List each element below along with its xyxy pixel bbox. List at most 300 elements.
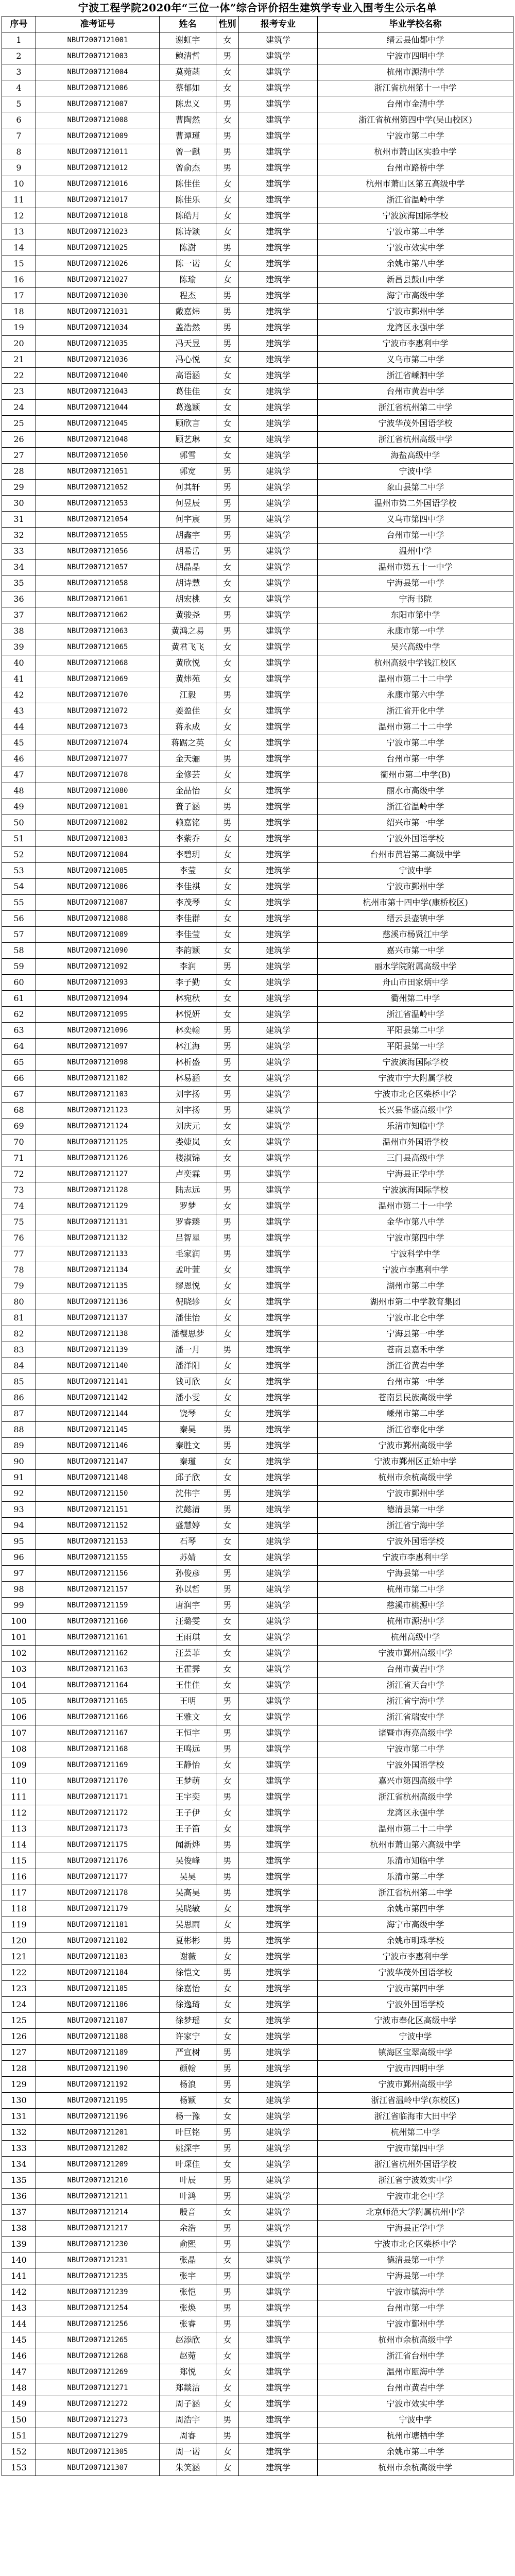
cell-name: 冯心悦 [160,352,216,368]
cell-exam-id: NBUT2007121217 [36,2221,160,2236]
cell-major: 建筑学 [239,2045,318,2061]
cell-seq: 37 [2,607,36,623]
cell-school: 义乌市第四中学 [318,512,513,528]
table-row [2,1853,513,1869]
table-row [2,959,513,975]
cell-name: 李茂琴 [160,895,216,911]
cell-seq: 63 [2,1023,36,1039]
cell-gender: 男 [216,304,239,320]
cell-seq: 144 [2,2316,36,2332]
table-row [2,1725,513,1741]
cell-school: 余姚市第二中学 [318,2444,513,2460]
cell-seq: 88 [2,1422,36,1438]
table-row [2,176,513,192]
cell-name: 叶辰 [160,2173,216,2189]
table-row [2,1534,513,1550]
cell-seq: 136 [2,2189,36,2205]
cell-name: 江毅 [160,687,216,703]
cell-major: 建筑学 [239,1646,318,1662]
cell-major: 建筑学 [239,1789,318,1805]
cell-seq: 67 [2,1087,36,1103]
cell-seq: 147 [2,2364,36,2380]
cell-school: 浙江省杭州第二中学 [318,1885,513,1901]
cell-gender: 男 [216,2189,239,2205]
cell-major: 建筑学 [239,2460,318,2476]
cell-name: 卢奕霖 [160,1166,216,1182]
cell-exam-id: NBUT2007121082 [36,815,160,831]
cell-major: 建筑学 [239,2444,318,2460]
cell-gender: 女 [216,991,239,1007]
cell-gender: 男 [216,1166,239,1182]
table-row [2,2173,513,2189]
table-row [2,2061,513,2077]
cell-major: 建筑学 [239,1039,318,1055]
cell-exam-id: NBUT2007121090 [36,943,160,959]
table-row [2,544,513,560]
cell-exam-id: NBUT2007121034 [36,320,160,336]
cell-major: 建筑学 [239,1630,318,1646]
cell-seq: 148 [2,2380,36,2396]
cell-gender: 女 [216,655,239,671]
cell-school: 杭州市塘栖中学 [318,2428,513,2444]
cell-name: 沈懿清 [160,1502,216,1518]
cell-gender: 女 [216,767,239,783]
cell-major: 建筑学 [239,2029,318,2045]
cell-exam-id: NBUT2007121192 [36,2077,160,2093]
cell-major: 建筑学 [239,959,318,975]
cell-exam-id: NBUT2007121095 [36,1007,160,1023]
cell-major: 建筑学 [239,240,318,256]
cell-gender: 女 [216,719,239,735]
cell-gender: 女 [216,1901,239,1917]
cell-major: 建筑学 [239,1262,318,1278]
cell-gender: 男 [216,144,239,160]
cell-gender: 女 [216,2460,239,2476]
cell-seq: 54 [2,879,36,895]
cell-exam-id: NBUT2007121187 [36,2013,160,2029]
cell-major: 建筑学 [239,2061,318,2077]
table-row [2,2029,513,2045]
cell-name: 殷音 [160,2205,216,2221]
cell-school: 浙江省杭州外国语学校 [318,2157,513,2173]
table-row [2,48,513,64]
cell-seq: 31 [2,512,36,528]
cell-school: 宁波市四明中学 [318,2061,513,2077]
cell-name: 张焕 [160,2300,216,2316]
cell-school: 宁波市效实中学 [318,2396,513,2412]
cell-exam-id: NBUT2007121083 [36,831,160,847]
cell-seq: 36 [2,591,36,607]
cell-exam-id: NBUT2007121057 [36,560,160,575]
cell-school: 杭州市源清中学 [318,1614,513,1630]
table-row [2,911,513,927]
table-row [2,192,513,208]
cell-major: 建筑学 [239,1103,318,1118]
table-row [2,2460,513,2476]
table-row [2,1230,513,1246]
cell-name: 楼淑锦 [160,1150,216,1166]
cell-school: 慈溪市杨贤江中学 [318,927,513,943]
table-row [2,879,513,895]
cell-seq: 138 [2,2221,36,2236]
cell-major: 建筑学 [239,927,318,943]
table-row [2,1981,513,1997]
cell-exam-id: NBUT2007121126 [36,1150,160,1166]
cell-seq: 38 [2,623,36,639]
cell-exam-id: NBUT2007121092 [36,959,160,975]
cell-exam-id: NBUT2007121166 [36,1709,160,1725]
cell-name: 夏彬彬 [160,1933,216,1949]
cell-major: 建筑学 [239,1023,318,1039]
cell-school: 嘉兴市第一中学 [318,943,513,959]
table-row [2,1438,513,1454]
cell-exam-id: NBUT2007121159 [36,1598,160,1614]
cell-gender: 男 [216,1342,239,1358]
cell-seq: 64 [2,1039,36,1055]
cell-seq: 75 [2,1214,36,1230]
table-row [2,2045,513,2061]
table-row [2,1310,513,1326]
cell-major: 建筑学 [239,2396,318,2412]
cell-gender: 男 [216,1023,239,1039]
cell-seq: 86 [2,1390,36,1406]
cell-school: 衢州第二中学 [318,991,513,1007]
cell-school: 宁波市北仑中学 [318,1310,513,1326]
cell-exam-id: NBUT2007121138 [36,1326,160,1342]
cell-exam-id: NBUT2007121051 [36,464,160,480]
cell-name: 唐润宇 [160,1598,216,1614]
cell-seq: 128 [2,2061,36,2077]
cell-exam-id: NBUT2007121153 [36,1534,160,1550]
cell-seq: 33 [2,544,36,560]
roster-table [2,16,513,2476]
cell-school: 宁波市李惠利中学 [318,1262,513,1278]
cell-major: 建筑学 [239,1885,318,1901]
table-row [2,416,513,432]
cell-exam-id: NBUT2007121156 [36,1566,160,1582]
table-row [2,2236,513,2252]
cell-major: 建筑学 [239,655,318,671]
table-row [2,1278,513,1294]
cell-major: 建筑学 [239,1358,318,1374]
cell-name: 叶琛佳 [160,2157,216,2173]
cell-seq: 95 [2,1534,36,1550]
cell-school: 丽水学院附属高级中学 [318,959,513,975]
table-body [2,32,513,2476]
table-row [2,687,513,703]
cell-major: 建筑学 [239,2332,318,2348]
cell-name: 林宛秋 [160,991,216,1007]
cell-major: 建筑学 [239,591,318,607]
cell-name: 倪晓轸 [160,1294,216,1310]
cell-seq: 110 [2,1773,36,1789]
cell-gender: 男 [216,2284,239,2300]
cell-exam-id: NBUT2007121093 [36,975,160,991]
cell-exam-id: NBUT2007121132 [36,1230,160,1246]
cell-name: 谢虹宇 [160,32,216,48]
cell-school: 杭州市萧山第六高级中学 [318,1837,513,1853]
cell-name: 秦胜文 [160,1438,216,1454]
cell-seq: 124 [2,1997,36,2013]
cell-name: 毛家润 [160,1246,216,1262]
cell-major: 建筑学 [239,1677,318,1693]
cell-name: 黄骏尧 [160,607,216,623]
cell-name: 王静怡 [160,1757,216,1773]
cell-name: 蕢子涵 [160,799,216,815]
cell-exam-id: NBUT2007121027 [36,272,160,288]
cell-school: 宁海县正学中学 [318,1166,513,1182]
cell-major: 建筑学 [239,1693,318,1709]
cell-exam-id: NBUT2007121178 [36,1885,160,1901]
cell-name: 林奕翰 [160,1023,216,1039]
table-row [2,1965,513,1981]
cell-exam-id: NBUT2007121167 [36,1725,160,1741]
table-row [2,1630,513,1646]
cell-seq: 104 [2,1677,36,1693]
cell-major: 建筑学 [239,1055,318,1071]
cell-name: 王梦萌 [160,1773,216,1789]
cell-gender: 女 [216,224,239,240]
cell-school: 宁波市李惠利中学 [318,1550,513,1566]
cell-major: 建筑学 [239,128,318,144]
cell-major: 建筑学 [239,544,318,560]
cell-exam-id: NBUT2007121030 [36,288,160,304]
cell-gender: 女 [216,1677,239,1693]
cell-exam-id: NBUT2007121131 [36,1214,160,1230]
cell-gender: 女 [216,783,239,799]
table-row [2,927,513,943]
cell-major: 建筑学 [239,400,318,416]
cell-exam-id: NBUT2007121011 [36,144,160,160]
cell-seq: 39 [2,639,36,655]
table-row [2,1214,513,1230]
cell-name: 葛逸颖 [160,400,216,416]
cell-gender: 女 [216,591,239,607]
table-row [2,2284,513,2300]
cell-name: 叶巨铭 [160,2125,216,2141]
table-header-row [2,16,513,32]
cell-gender: 男 [216,2236,239,2252]
cell-seq: 78 [2,1262,36,1278]
cell-major: 建筑学 [239,2428,318,2444]
cell-gender: 女 [216,1118,239,1134]
cell-seq: 34 [2,560,36,575]
cell-name: 张宇 [160,2268,216,2284]
table-row [2,1374,513,1390]
cell-name: 林江海 [160,1039,216,1055]
cell-seq: 22 [2,368,36,384]
cell-school: 台州市黄岩中学 [318,384,513,400]
cell-name: 王恒宇 [160,1725,216,1741]
cell-name: 周一诺 [160,2444,216,2460]
cell-gender: 男 [216,1055,239,1071]
cell-major: 建筑学 [239,1454,318,1470]
cell-name: 潘洋阳 [160,1358,216,1374]
cell-major: 建筑学 [239,1118,318,1134]
cell-seq: 103 [2,1662,36,1677]
cell-seq: 82 [2,1326,36,1342]
cell-exam-id: NBUT2007121053 [36,496,160,512]
table-row [2,991,513,1007]
table-row [2,1087,513,1103]
cell-seq: 57 [2,927,36,943]
cell-name: 顾欣言 [160,416,216,432]
cell-exam-id: NBUT2007121137 [36,1310,160,1326]
cell-name: 赵菀 [160,2348,216,2364]
table-row [2,2316,513,2332]
cell-seq: 152 [2,2444,36,2460]
cell-gender: 女 [216,1757,239,1773]
cell-name: 林析盛 [160,1055,216,1071]
cell-name: 李子勤 [160,975,216,991]
cell-exam-id: NBUT2007121271 [36,2380,160,2396]
table-row [2,1406,513,1422]
cell-school: 宁波市奉化区高级中学 [318,2013,513,2029]
cell-gender: 男 [216,48,239,64]
cell-gender: 女 [216,192,239,208]
cell-school: 乐清市知临中学 [318,1853,513,1869]
cell-seq: 24 [2,400,36,416]
cell-seq: 126 [2,2029,36,2045]
table-row [2,2364,513,2380]
cell-name: 王明 [160,1693,216,1709]
cell-exam-id: NBUT2007121081 [36,799,160,815]
cell-name: 蒋踞之英 [160,735,216,751]
cell-exam-id: NBUT2007121089 [36,927,160,943]
cell-gender: 女 [216,1981,239,1997]
cell-gender: 男 [216,1885,239,1901]
cell-gender: 男 [216,2428,239,2444]
table-row [2,480,513,496]
cell-gender: 女 [216,368,239,384]
cell-major: 建筑学 [239,1965,318,1981]
cell-name: 何宇宸 [160,512,216,528]
cell-major: 建筑学 [239,815,318,831]
cell-gender: 男 [216,1087,239,1103]
cell-seq: 2 [2,48,36,64]
cell-gender: 女 [216,384,239,400]
cell-exam-id: NBUT2007121134 [36,1262,160,1278]
table-row [2,1326,513,1342]
cell-seq: 68 [2,1103,36,1118]
cell-major: 建筑学 [239,2093,318,2109]
table-row [2,1294,513,1310]
cell-school: 浙江省临海市大田中学 [318,2109,513,2125]
cell-school: 台州市第一中学 [318,751,513,767]
cell-school: 宁波市李惠利中学 [318,1949,513,1965]
cell-name: 周浩宇 [160,2412,216,2428]
cell-seq: 76 [2,1230,36,1246]
cell-school: 宁波市北仑中学 [318,2189,513,2205]
cell-seq: 5 [2,96,36,112]
cell-name: 陆志远 [160,1182,216,1198]
table-row [2,512,513,528]
cell-gender: 男 [216,496,239,512]
cell-gender: 女 [216,32,239,48]
cell-school: 宁波市鄞州高级中学 [318,1438,513,1454]
cell-gender: 女 [216,80,239,96]
cell-exam-id: NBUT2007121256 [36,2316,160,2332]
table-row [2,160,513,176]
cell-seq: 20 [2,336,36,352]
cell-exam-id: NBUT2007121097 [36,1039,160,1055]
cell-major: 建筑学 [239,176,318,192]
cell-seq: 129 [2,2077,36,2093]
cell-school: 浙江省杭州高级中学 [318,1789,513,1805]
cell-exam-id: NBUT2007121008 [36,112,160,128]
cell-gender: 男 [216,2268,239,2284]
table-row [2,1007,513,1023]
cell-gender: 男 [216,1246,239,1262]
table-row [2,1342,513,1358]
cell-name: 王佳佳 [160,1677,216,1693]
cell-exam-id: NBUT2007121147 [36,1454,160,1470]
cell-school: 浙江省嵊泗中学 [318,368,513,384]
cell-name: 金天骊 [160,751,216,767]
cell-school: 台州市路桥中学 [318,160,513,176]
cell-major: 建筑学 [239,735,318,751]
cell-seq: 141 [2,2268,36,2284]
cell-gender: 女 [216,1406,239,1422]
cell-gender: 女 [216,735,239,751]
table-row [2,1134,513,1150]
cell-seq: 48 [2,783,36,799]
cell-seq: 133 [2,2141,36,2157]
cell-school: 永康市第六中学 [318,687,513,703]
cell-major: 建筑学 [239,2236,318,2252]
cell-school: 宁波中学 [318,2029,513,2045]
cell-school: 浙江省温岭中学 [318,1007,513,1023]
cell-school: 温州市第二十二中学 [318,1821,513,1837]
cell-exam-id: NBUT2007121094 [36,991,160,1007]
cell-exam-id: NBUT2007121068 [36,655,160,671]
cell-exam-id: NBUT2007121085 [36,863,160,879]
cell-seq: 6 [2,112,36,128]
cell-major: 建筑学 [239,1502,318,1518]
cell-name: 赖嘉铭 [160,815,216,831]
cell-major: 建筑学 [239,831,318,847]
table-row [2,1917,513,1933]
cell-school: 宁波中学 [318,863,513,879]
table-row [2,384,513,400]
cell-gender: 女 [216,639,239,655]
cell-name: 姜盈佳 [160,703,216,719]
cell-gender: 女 [216,2364,239,2380]
cell-exam-id: NBUT2007121239 [36,2284,160,2300]
cell-exam-id: NBUT2007121054 [36,512,160,528]
table-row [2,2077,513,2093]
cell-seq: 65 [2,1055,36,1071]
cell-gender: 女 [216,1198,239,1214]
cell-school: 台州市黄岩中学 [318,1662,513,1677]
cell-school: 诸暨市海亮高级中学 [318,1725,513,1741]
cell-gender: 男 [216,1837,239,1853]
cell-major: 建筑学 [239,1741,318,1757]
cell-seq: 153 [2,2460,36,2476]
table-row [2,1071,513,1087]
cell-gender: 男 [216,751,239,767]
cell-gender: 男 [216,128,239,144]
cell-major: 建筑学 [239,96,318,112]
cell-major: 建筑学 [239,2157,318,2173]
cell-school: 台州市第一中学 [318,2300,513,2316]
cell-seq: 98 [2,1582,36,1598]
cell-name: 蔡郁如 [160,80,216,96]
header-gender: 性别 [216,16,239,32]
table-row [2,320,513,336]
cell-school: 宁波市鄞州高级中学 [318,1646,513,1662]
cell-exam-id: NBUT2007121279 [36,2428,160,2444]
